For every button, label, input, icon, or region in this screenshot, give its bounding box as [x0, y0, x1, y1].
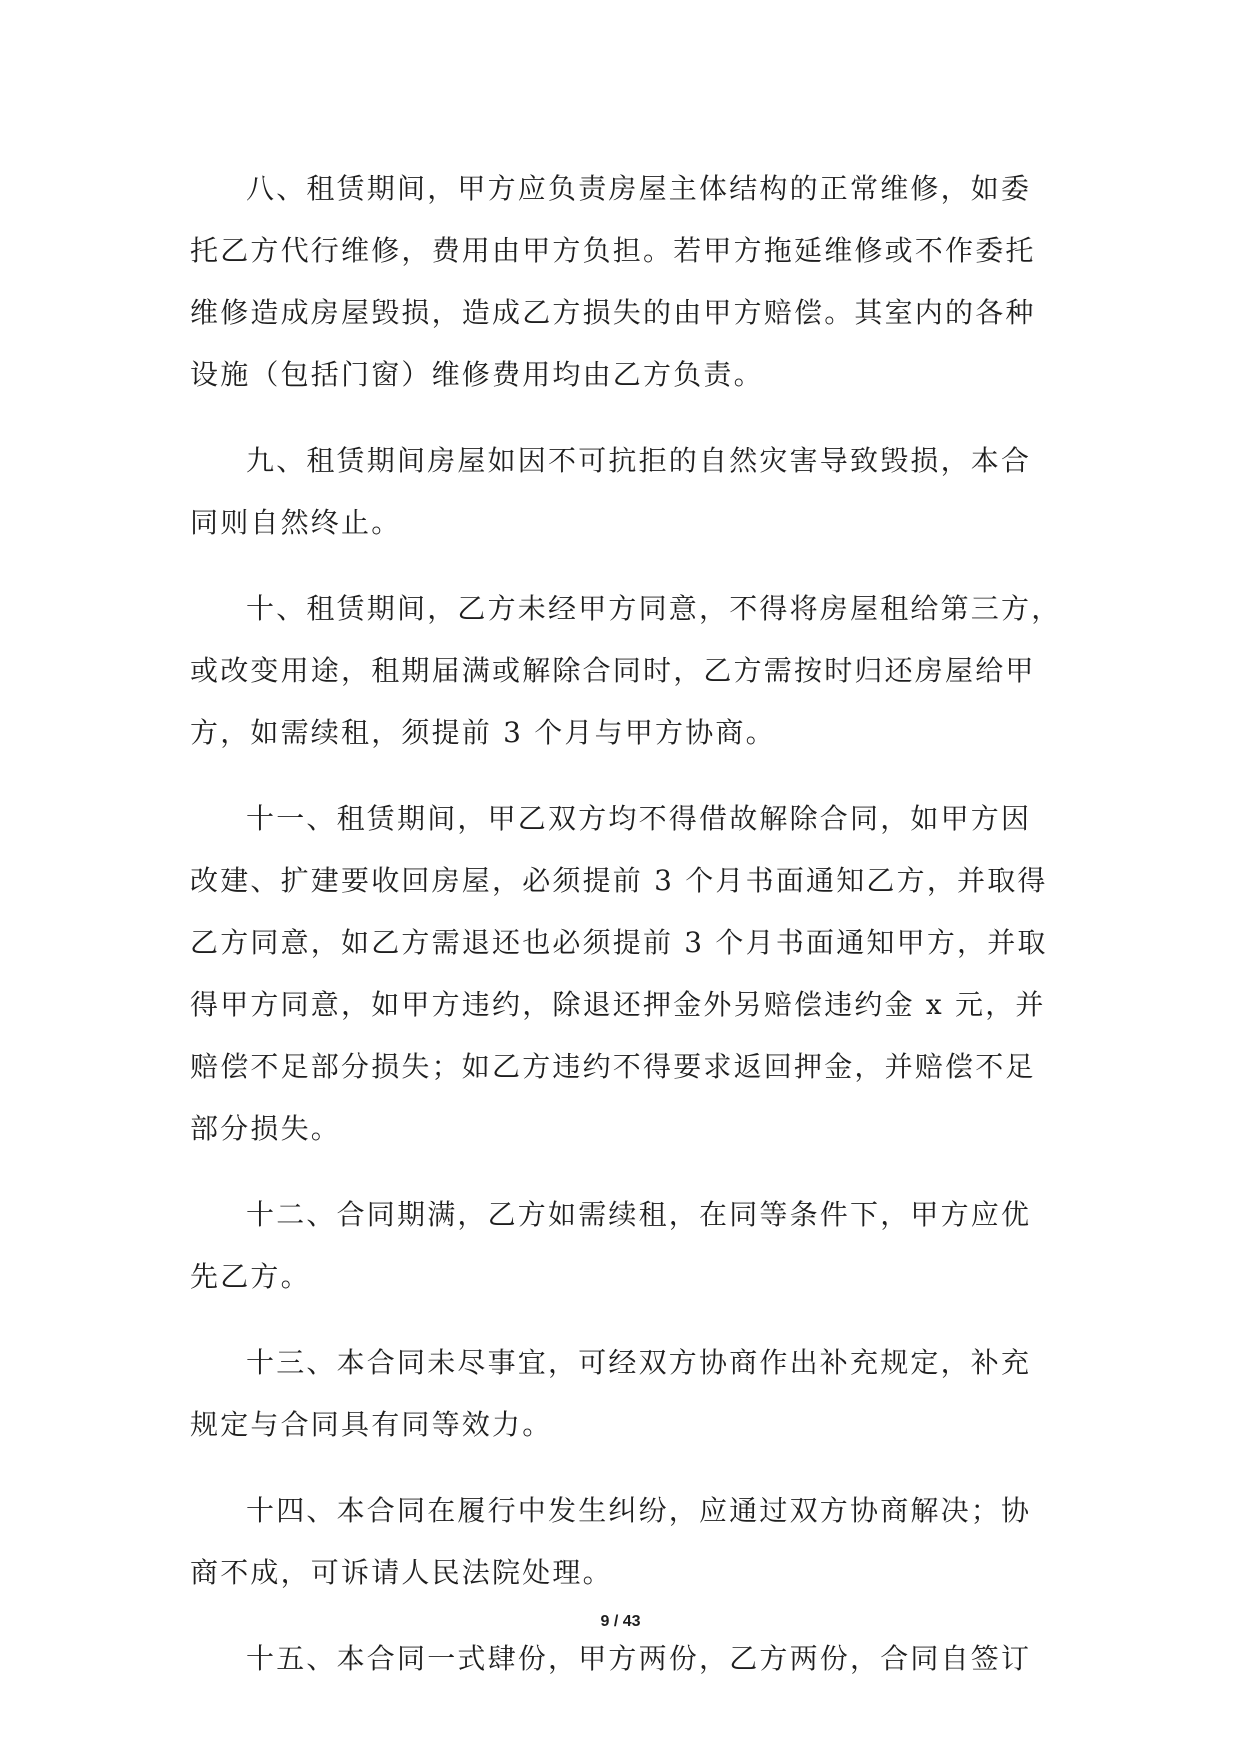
text-line: 部分损失。 [190, 1112, 342, 1145]
paragraph-clause-13 [190, 1332, 1060, 1456]
text-line: 托乙方代行维修，费用由甲方负担。若甲方拖延维修或不作委托 [190, 234, 1036, 267]
text-line: 同则自然终止。 [190, 506, 402, 539]
paragraph-gap [190, 1308, 1060, 1332]
paragraph-clause-10 [190, 578, 1060, 764]
paragraph-clause-11 [190, 788, 1060, 1160]
text-line: 商不成，可诉请人民法院处理。 [190, 1556, 613, 1589]
paragraph-gap [190, 406, 1060, 430]
paragraph-clause-12 [190, 1184, 1060, 1308]
paragraph-clause-15 [190, 1628, 1060, 1690]
page-number: 9 / 43 [600, 1613, 641, 1630]
text-line: 改建、扩建要收回房屋，必须提前 3 个月书面通知乙方，并取得 [190, 864, 1048, 897]
text-line: 先乙方。 [190, 1260, 311, 1293]
text-line: 十、租赁期间，乙方未经甲方同意，不得将房屋租给第三方， [246, 592, 1062, 625]
text-line: 十二、合同期满，乙方如需续租，在同等条件下，甲方应优 [246, 1198, 1032, 1231]
text-line: 八、租赁期间，甲方应负责房屋主体结构的正常维修，如委 [246, 172, 1032, 205]
text-line: 维修造成房屋毁损，造成乙方损失的由甲方赔偿。其室内的各种 [190, 296, 1036, 329]
paragraph-gap [190, 764, 1060, 788]
paragraph-gap [190, 1456, 1060, 1480]
paragraph-gap [190, 554, 1060, 578]
document-body [190, 158, 1060, 1690]
text-line: 乙方同意，如乙方需退还也必须提前 3 个月书面通知甲方，并取 [190, 926, 1048, 959]
paragraph-clause-9 [190, 430, 1060, 554]
text-line: 方，如需续租，须提前 3 个月与甲方协商。 [190, 716, 776, 749]
text-line: 得甲方同意，如甲方违约，除退还押金外另赔偿违约金 x 元，并 [190, 988, 1046, 1021]
text-line: 九、租赁期间房屋如因不可抗拒的自然灾害导致毁损，本合 [246, 444, 1032, 477]
text-line: 设施（包括门窗）维修费用均由乙方负责。 [190, 358, 764, 391]
text-line: 赔偿不足部分损失；如乙方违约不得要求返回押金，并赔偿不足 [190, 1050, 1036, 1083]
text-line: 十三、本合同未尽事宜，可经双方协商作出补充规定，补充 [246, 1346, 1032, 1379]
text-line: 十五、本合同一式肆份，甲方两份，乙方两份，合同自签订 [246, 1642, 1032, 1675]
paragraph-clause-8 [190, 158, 1060, 406]
text-line: 十四、本合同在履行中发生纠纷，应通过双方协商解决；协 [246, 1494, 1032, 1527]
text-line: 规定与合同具有同等效力。 [190, 1408, 553, 1441]
text-line: 或改变用途，租期届满或解除合同时，乙方需按时归还房屋给甲 [190, 654, 1036, 687]
paragraph-clause-14 [190, 1480, 1060, 1604]
text-line: 十一、租赁期间，甲乙双方均不得借故解除合同，如甲方因 [246, 802, 1032, 835]
paragraph-gap [190, 1160, 1060, 1184]
